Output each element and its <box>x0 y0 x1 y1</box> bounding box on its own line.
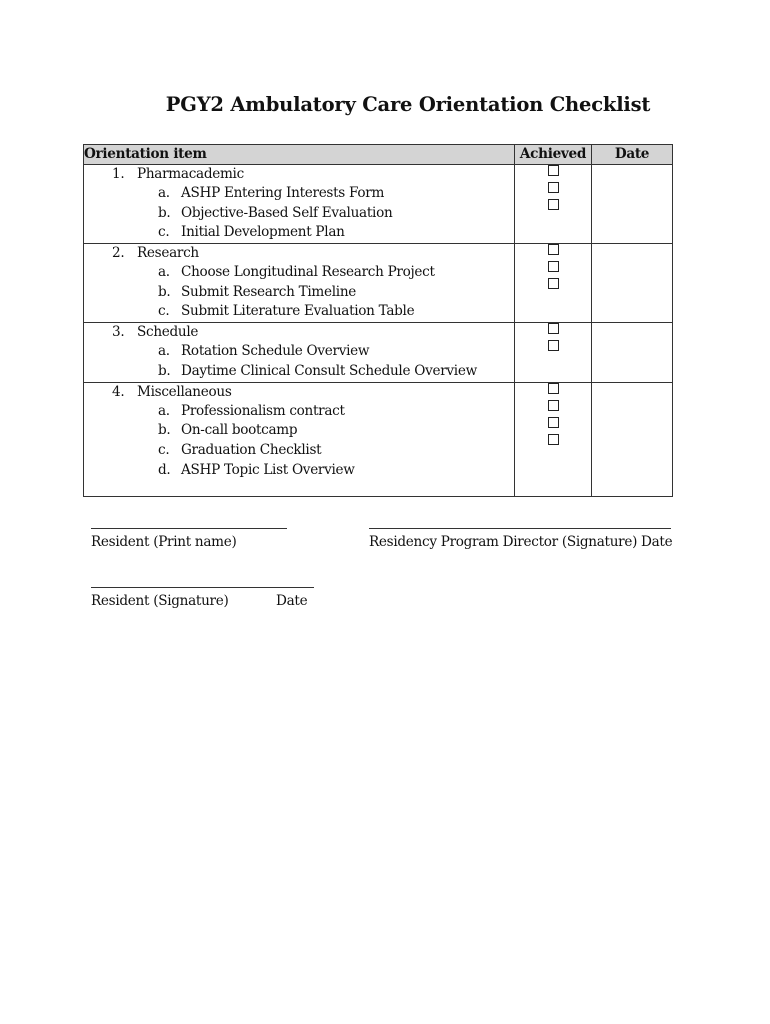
item-letter: b. <box>158 362 171 379</box>
list-item <box>84 302 514 322</box>
checkbox[interactable] <box>548 278 559 289</box>
date-cell[interactable] <box>592 165 673 244</box>
checkbox[interactable] <box>548 417 559 428</box>
list-item <box>84 362 514 382</box>
section-number: 2. <box>112 245 125 262</box>
resident-date-label: Date <box>276 593 308 609</box>
checkbox[interactable] <box>548 383 559 394</box>
achieved-cell <box>515 323 592 382</box>
achieved-cell <box>515 165 592 244</box>
item-text: ASHP Entering Interests Form <box>181 185 385 201</box>
item-letter: c. <box>158 441 170 458</box>
section-row-miscellaneous <box>84 382 673 497</box>
header-date: Date <box>592 145 673 165</box>
header-orientation-item: Orientation item <box>84 145 515 165</box>
item-text: Initial Development Plan <box>181 224 345 241</box>
list-item <box>84 283 514 303</box>
checkbox[interactable] <box>548 323 559 334</box>
section-number: 1. <box>112 166 125 182</box>
cell-padding <box>84 480 514 496</box>
section-title <box>84 383 514 402</box>
item-text: Graduation Checklist <box>181 441 322 458</box>
item-letter: a. <box>158 402 170 419</box>
orientation-checklist-table <box>83 144 673 497</box>
item-letter: d. <box>158 461 171 478</box>
section-label: Pharmacademic <box>137 166 244 182</box>
list-item <box>84 223 514 243</box>
section-title <box>84 244 514 263</box>
section-label: Miscellaneous <box>137 383 232 400</box>
section-row-research <box>84 244 673 323</box>
director-date-label: Date <box>641 534 673 550</box>
item-letter: a. <box>158 343 170 360</box>
item-text: ASHP Topic List Overview <box>181 461 355 478</box>
document-title: PGY2 Ambulatory Care Orientation Checklist <box>165 93 651 116</box>
section-title <box>84 323 514 342</box>
item-text: Professionalism contract <box>181 402 345 419</box>
item-letter: a. <box>158 264 170 281</box>
achieved-cell <box>515 244 592 323</box>
list-item <box>84 421 514 441</box>
checkbox[interactable] <box>548 434 559 445</box>
list-item <box>84 204 514 224</box>
item-letter: b. <box>158 204 171 221</box>
item-letter: b. <box>158 422 171 439</box>
section-title <box>84 165 514 184</box>
list-item <box>84 461 514 481</box>
section-items-cell <box>84 244 515 323</box>
item-letter: b. <box>158 283 171 300</box>
director-signature-line[interactable] <box>369 528 671 529</box>
checkbox[interactable] <box>548 199 559 210</box>
section-items-cell <box>84 323 515 382</box>
item-text: On-call bootcamp <box>181 422 298 439</box>
list-item <box>84 342 514 362</box>
resident-signature-label: Resident (Signature) <box>91 593 229 609</box>
item-text: Submit Research Timeline <box>181 283 357 300</box>
checkbox[interactable] <box>548 340 559 351</box>
item-letter: c. <box>158 303 170 320</box>
resident-print-name-label: Resident (Print name) <box>91 534 237 550</box>
item-letter: a. <box>158 185 170 201</box>
list-item <box>84 184 514 204</box>
item-text: Submit Literature Evaluation Table <box>181 303 415 320</box>
resident-print-name-line[interactable] <box>91 528 287 529</box>
item-text: Daytime Clinical Consult Schedule Overview <box>181 362 477 379</box>
section-items-cell <box>84 165 515 244</box>
section-row-pharmacademic <box>84 165 673 244</box>
checkbox[interactable] <box>548 261 559 272</box>
date-cell[interactable] <box>592 244 673 323</box>
header-achieved: Achieved <box>515 145 592 165</box>
date-cell[interactable] <box>592 382 673 497</box>
item-letter: c. <box>158 224 170 241</box>
list-item <box>84 441 514 461</box>
item-text: Objective-Based Self Evaluation <box>181 204 393 221</box>
resident-signature-line[interactable] <box>91 587 314 588</box>
checkbox[interactable] <box>548 400 559 411</box>
list-item <box>84 263 514 283</box>
date-cell[interactable] <box>592 323 673 382</box>
table-header-row <box>84 145 673 165</box>
achieved-cell <box>515 382 592 497</box>
section-label: Schedule <box>137 324 199 341</box>
checkbox[interactable] <box>548 165 559 176</box>
item-text: Choose Longitudinal Research Project <box>181 264 435 281</box>
section-number: 3. <box>112 324 125 341</box>
item-text: Rotation Schedule Overview <box>181 343 370 360</box>
section-items-cell <box>84 382 515 497</box>
section-label: Research <box>137 245 199 262</box>
list-item <box>84 402 514 422</box>
section-row-schedule <box>84 323 673 382</box>
checkbox[interactable] <box>548 182 559 193</box>
section-number: 4. <box>112 383 125 400</box>
director-signature-label: Residency Program Director (Signature) <box>369 534 638 550</box>
checkbox[interactable] <box>548 244 559 255</box>
